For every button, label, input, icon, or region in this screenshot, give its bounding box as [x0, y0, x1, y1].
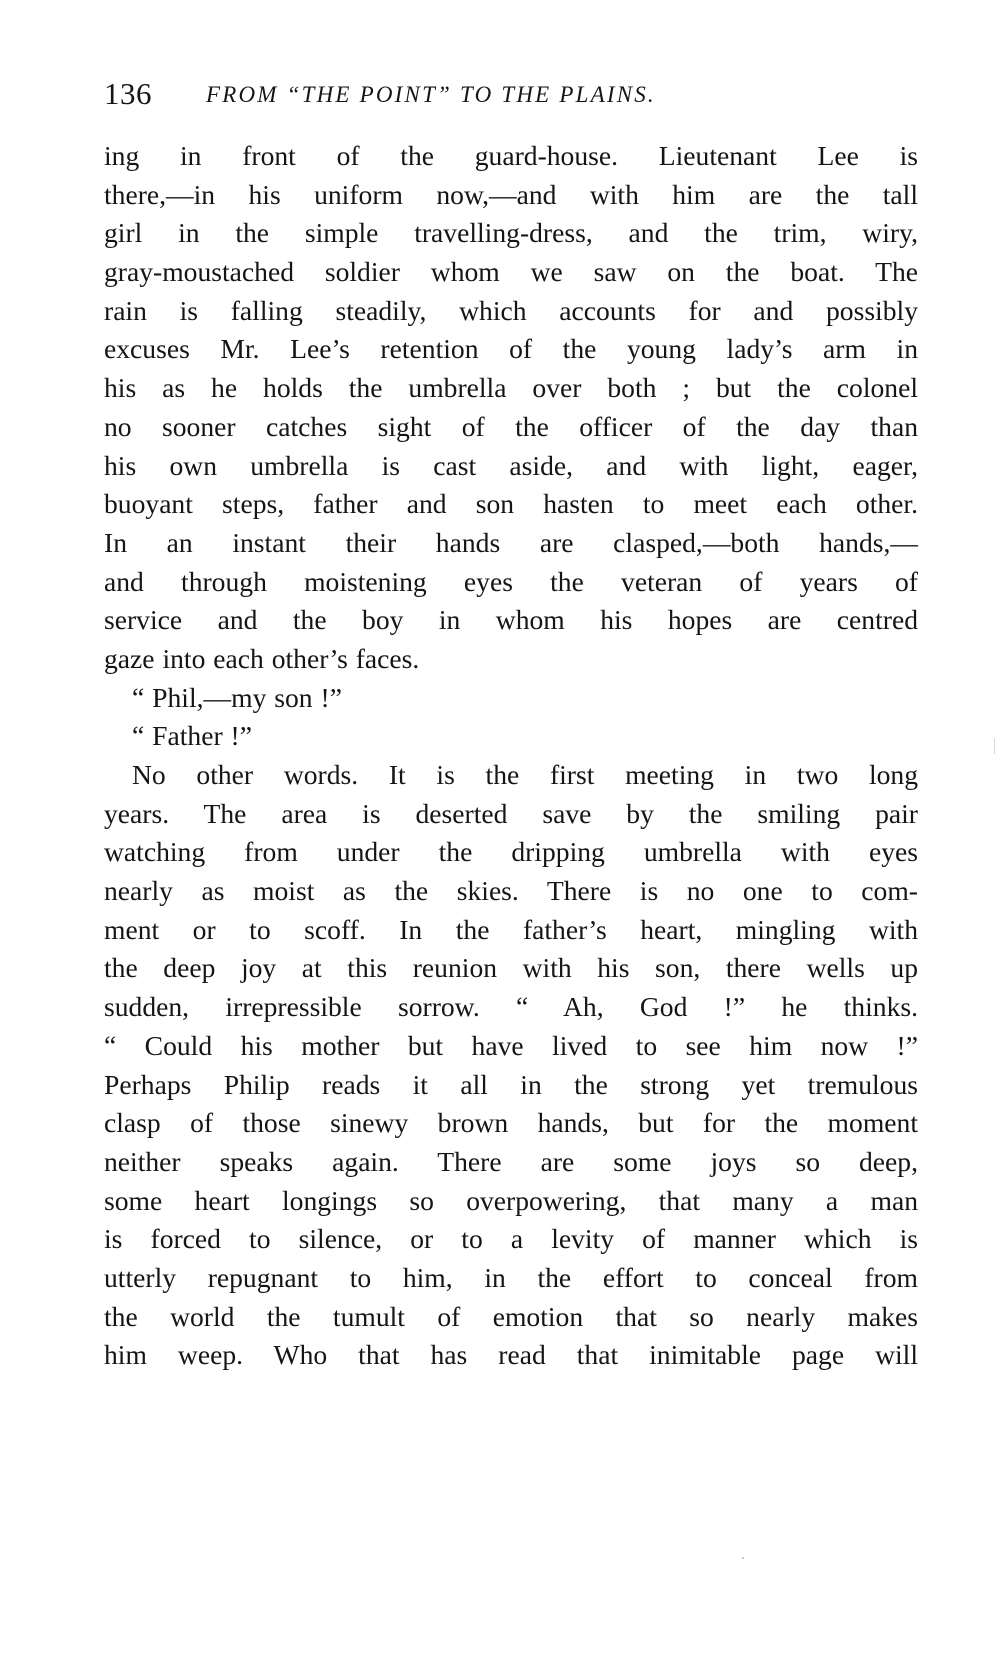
running-header — [104, 74, 924, 114]
text-line-10: buoyant steps, father and son hasten to meet each other. — [104, 488, 918, 520]
body-text — [104, 137, 918, 1375]
text-line-13: service and the boy in whom his hopes are centred — [104, 604, 918, 636]
text-line-24: “ Could his mother but have lived to see him now !” — [104, 1029, 918, 1061]
text-line-19: watching from under the dripping umbrella with eyes — [104, 836, 918, 868]
text-line-32: him weep. Who that has read that inimitable page will — [104, 1339, 918, 1371]
dialogue-line-father: “ Father !” — [132, 720, 252, 752]
running-title: FROM “THE POINT” TO THE PLAINS. — [206, 82, 656, 107]
text-line-8: no sooner catches sight of the officer of the day than — [104, 410, 918, 442]
text-line-27: neither speaks again. There are some joys so deep, — [104, 1145, 918, 1177]
text-line-23: sudden, irrepressible sorrow. “ Ah, God !” he thinks. — [104, 991, 918, 1023]
text-line-21: ment or to scoff. In the father’s heart, mingling with — [104, 913, 918, 945]
text-line-3: girl in the simple travelling-dress, and the trim, wiry, — [104, 217, 918, 249]
text-line-11: In an instant their hands are clasped,—both hands,— — [104, 526, 918, 558]
text-line-9: his own umbrella is cast aside, and with light, eager, — [104, 449, 918, 481]
text-line-5: rain is falling steadily, which accounts for and possibly — [104, 294, 918, 326]
text-line-12: and through moistening eyes the veteran of years of — [104, 565, 918, 597]
text-line-4: gray-moustached soldier whom we saw on the boat. The — [104, 256, 918, 288]
dialogue-line-phil: “ Phil,—my son !” — [132, 681, 342, 713]
page-number: 136 — [104, 76, 152, 111]
text-line-31: the world the tumult of emotion that so nearly makes — [104, 1300, 918, 1332]
text-line-25: Perhaps Philip reads it all in the strong yet tremulous — [104, 1068, 918, 1100]
scan-speck — [742, 1557, 744, 1559]
text-line-22: the deep joy at this reunion with his son, there wells up — [104, 952, 918, 984]
text-line-6: excuses Mr. Lee’s retention of the young lady’s arm in — [104, 333, 918, 365]
text-line-17: No other words. It is the first meeting in two long — [132, 759, 918, 790]
text-line-26: clasp of those sinewy brown hands, but for the moment — [104, 1107, 918, 1139]
text-line-18: years. The area is deserted save by the smiling pair — [104, 797, 918, 829]
scan-margin-mark — [994, 738, 995, 754]
text-line-29: is forced to silence, or to a levity of manner which is — [104, 1223, 918, 1255]
text-line-28: some heart longings so overpowering, that many a man — [104, 1184, 918, 1216]
text-line-1: ing in front of the guard-house. Lieutenant Lee is — [104, 140, 918, 171]
text-line-7: his as he holds the umbrella over both ; but the colonel — [104, 372, 918, 404]
text-line-14: gaze into each other’s faces. — [104, 642, 420, 674]
text-line-30: utterly repugnant to him, in the effort to conceal from — [104, 1261, 918, 1293]
text-line-20: nearly as moist as the skies. There is no one to com- — [104, 875, 918, 907]
text-line-2: there,—in his uniform now,—and with him are the tall — [104, 178, 918, 210]
